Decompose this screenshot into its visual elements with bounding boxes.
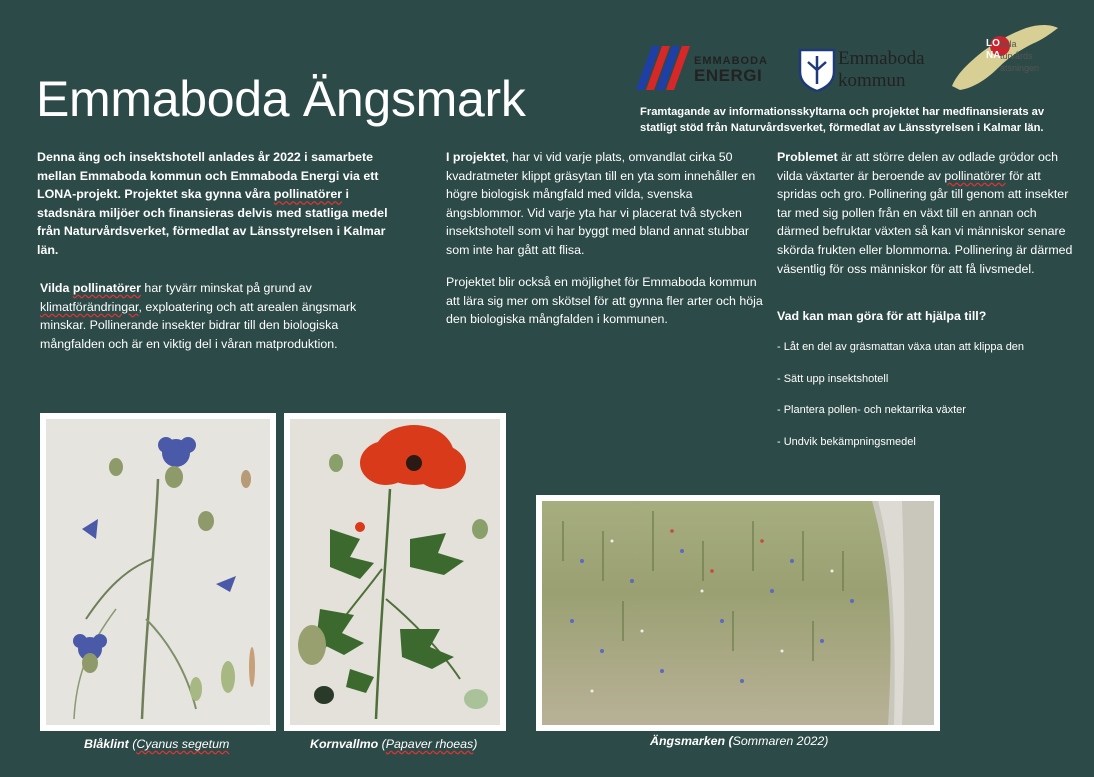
cornflower-illustration	[40, 413, 276, 731]
poppy-caption-close: )	[473, 737, 478, 751]
cornflower-caption	[84, 737, 229, 751]
cornflower-drawing	[46, 419, 270, 725]
pollinators-part2: , exploatering och att arealen ängsmark minskar. Pollinerande insekter bidrar till den biologiska mångfalden och är en viktig del i våran matproduktion.	[40, 299, 357, 351]
cornflower-caption-name: Blåklint	[84, 737, 129, 751]
pollinators-paragraph	[40, 279, 402, 353]
cornflower-caption-paren: (	[128, 737, 137, 751]
meadow-caption-rest: Sommaren 2022)	[732, 734, 829, 748]
project-paragraph-2: Projektet blir också en möjlighet för Emmaboda kommun att lära sig mer om skötsel för att gynna fler arter och höja den biologiska mångfalden i kommunen.	[446, 275, 763, 327]
lona-lo: LO	[986, 38, 1000, 49]
lona-rest2: turvårds	[1000, 51, 1033, 61]
intro-part2: i stadsnära miljöer och finansieras delvis med statliga medel från Naturvårdsverket, förmedlat av Länsstyrelsen i Kalmar län.	[37, 187, 388, 257]
pollinators-highlight2: klimatförändringar	[40, 299, 139, 314]
lona-rest3: atsningen	[1000, 63, 1040, 73]
energi-stripes-icon	[632, 42, 702, 94]
lona-rest1: kala	[1000, 39, 1017, 49]
meadow-drawing	[542, 501, 934, 725]
problem-paragraph	[777, 148, 1077, 278]
intro-highlight: pollinatörer	[273, 187, 343, 202]
pollinators-part1: har tyvärr minskat på grund av	[140, 281, 312, 295]
poppy-illustration	[284, 413, 506, 731]
kommun-logo-line2: kommun	[838, 70, 906, 91]
kommun-logo-text	[838, 48, 925, 92]
help-heading: Vad kan man göra för att hjälpa till?	[777, 309, 987, 323]
poppy-caption-paren: (	[378, 737, 386, 751]
lona-logo	[946, 22, 1064, 94]
lona-na: NA	[986, 50, 1001, 61]
pollinators-lead: Vilda	[40, 281, 73, 295]
cornflower-caption-latin: Cyanus segetum	[136, 737, 230, 751]
emmaboda-energi-logo	[632, 42, 788, 94]
intro-part1: Denna äng och insektshotell anlades år 2022 i samarbete mellan Emmaboda kommun och Emmaboda Energi via ett LONA-projekt. Projektet ska gynna våra	[37, 150, 379, 202]
problem-lead: Problemet	[777, 150, 838, 164]
list-item: - Låt en del av gräsmattan växa utan att klippa den	[777, 341, 1025, 353]
emmaboda-kommun-logo	[798, 46, 940, 94]
energi-logo-text	[694, 56, 768, 84]
pollinators-highlight: pollinatörer	[72, 281, 141, 295]
poppy-caption-latin: Papaver rhoeas	[385, 737, 474, 751]
funding-note: Framtagande av informationsskyltarna och projektet har medfinansierats av statligt stöd från Naturvårdsverket, förmedlat av Länsstyrelsen i Kalmar län.	[640, 106, 1045, 134]
project-paragraph-1	[446, 148, 766, 260]
poppy-caption	[310, 737, 477, 751]
poppy-caption-name: Kornvallmo	[310, 737, 379, 751]
intro-paragraph	[37, 148, 409, 260]
problem-part2: för att spridas och gro. Pollinering går till genom att insekter tar med sig pollen från en växt till en annan och därmed befruktar växten så kan vi människor senare skörda frukten eller blommorna. Pollinering är därmed väsentlig för oss människor för att få livsmedel.	[777, 168, 1073, 276]
kommun-shield-icon	[798, 48, 836, 92]
kommun-logo-line1: Emmaboda	[838, 48, 925, 69]
list-item: - Plantera pollen- och nektarrika växter	[777, 404, 966, 416]
project-lead: I projektet	[446, 150, 506, 164]
poppy-drawing	[290, 419, 500, 725]
problem-highlight: pollinatörer	[944, 168, 1006, 183]
meadow-caption	[650, 734, 828, 748]
meadow-photo	[536, 495, 940, 731]
problem-part1: är att större delen av odlade grödor och vilda växtarter är beroende av	[777, 150, 1059, 183]
lona-letters	[986, 38, 1000, 62]
lona-subtext	[1000, 38, 1039, 74]
project-part1: , har vi vid varje plats, omvandlat cirka 50 kvadratmeter klippt gräsytan till en yta som innehåller en högre biologisk mångfald med vilda, svenska ängsblommor. Vid varje yta har vi placerat två stycken insektshotell som vi har byggt med bland annat stubbar som inte har gått att flisa.	[446, 150, 756, 257]
meadow-caption-name: Ängsmarken (	[650, 734, 733, 748]
list-item: - Sätt upp insektshotell	[777, 372, 889, 385]
help-list	[777, 341, 1024, 467]
energi-logo-line1: EMMABODA	[694, 55, 768, 67]
page-title: Emmaboda Ängsmark	[36, 71, 526, 127]
energi-logo-line2: ENERGI	[694, 66, 763, 85]
list-item: - Undvik bekämpningsmedel	[777, 435, 916, 448]
